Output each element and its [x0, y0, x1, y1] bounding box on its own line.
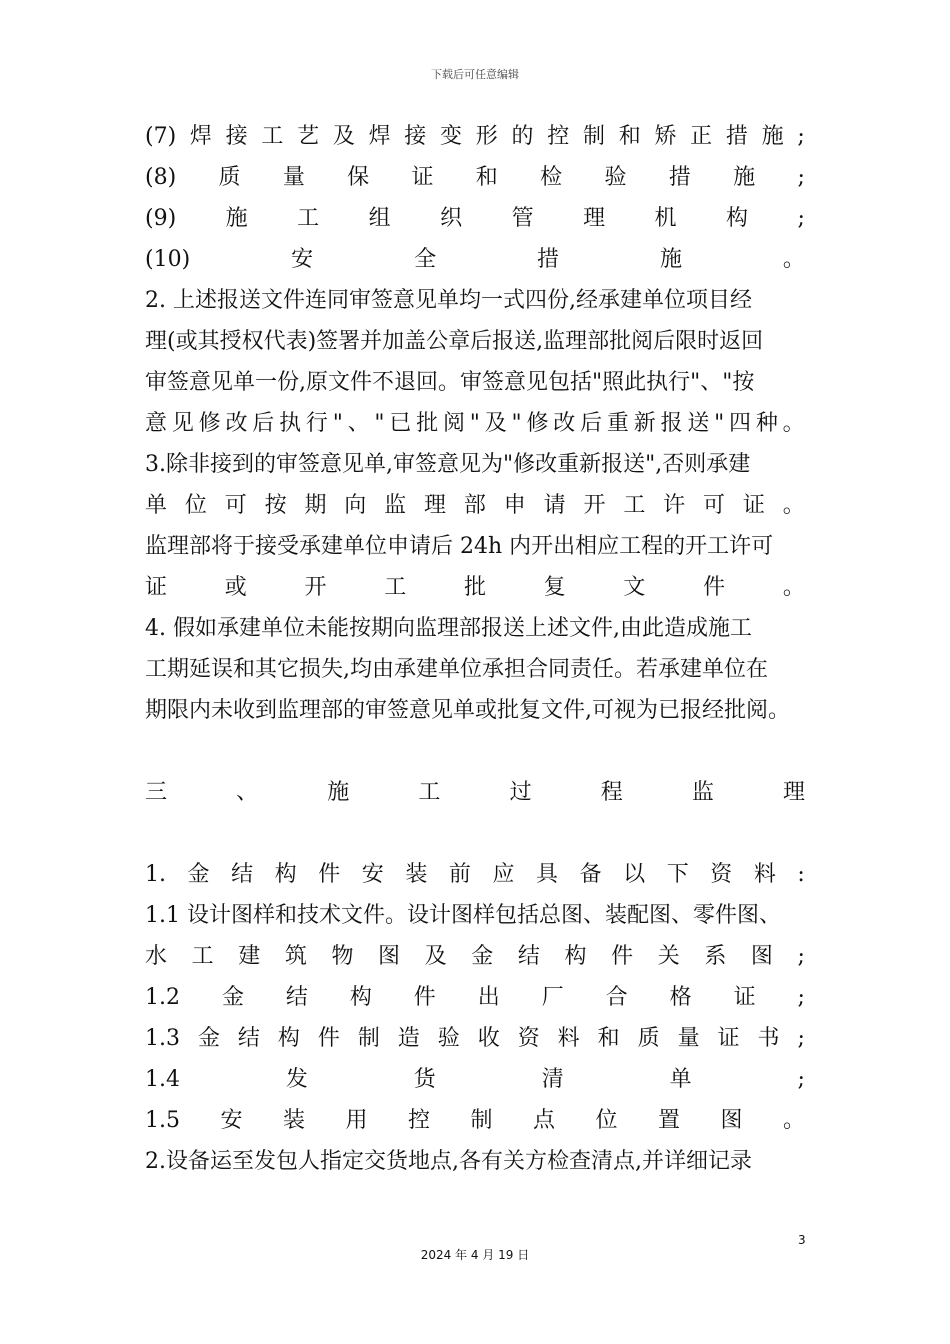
line-segment: 工 — [191, 944, 214, 969]
blank-line — [145, 731, 805, 772]
line-segment: 期 — [304, 493, 327, 518]
line-segment: 施 — [659, 247, 682, 272]
line-segment: 位 — [595, 1108, 618, 1133]
line-segment: 和 — [618, 124, 641, 149]
line-segment: ; — [797, 124, 805, 149]
line-segment: 、 — [236, 780, 259, 805]
line-segment: 改 — [225, 411, 248, 436]
line-segment: 措 — [668, 165, 691, 190]
line-segment: 施 — [225, 206, 248, 231]
line-segment: 工 — [384, 575, 407, 600]
line-segment: 文 — [623, 575, 646, 600]
line-segment: 机 — [654, 206, 677, 231]
line-segment: 种 — [755, 411, 778, 436]
line-segment: 构 — [726, 206, 749, 231]
line-segment: 正 — [690, 124, 713, 149]
line-segment: 艺 — [297, 124, 320, 149]
line-segment: 厂 — [541, 985, 564, 1010]
line-segment: 置 — [657, 1108, 680, 1133]
line-segment: 申 — [503, 493, 526, 518]
line-segment: 位 — [184, 493, 207, 518]
document-body — [145, 116, 805, 1182]
line-segment: (9) — [145, 206, 177, 231]
line-segment: 1.5 — [145, 1108, 180, 1133]
line-segment: 矫 — [654, 124, 677, 149]
line-segment: " — [511, 411, 522, 436]
line-segment: 。 — [782, 247, 805, 272]
line-segment: 改 — [553, 411, 576, 436]
line-segment: 系 — [704, 944, 727, 969]
page-footer-date: 2024 年 4 月 19 日 — [420, 1248, 530, 1262]
line-segment: 后 — [580, 411, 603, 436]
line-segment: ; — [797, 944, 805, 969]
line-segment: 理 — [782, 780, 805, 805]
text-line: 3.除非接到的审签意见单,审签意见为"修改重新报送",否则承建 — [145, 452, 751, 477]
line-segment: 措 — [725, 124, 748, 149]
line-segment: 措 — [537, 247, 560, 272]
line-segment: 图 — [750, 944, 773, 969]
line-segment: 证 — [145, 575, 168, 600]
line-segment: 构 — [277, 1026, 300, 1051]
line-segment: " — [714, 411, 725, 436]
line-segment: 。 — [782, 411, 805, 436]
text-line: 2. 上述报送文件连同审签意见单均一式四份,经承建单位项目经 — [145, 288, 752, 313]
text-line: 审签意见单一份,原文件不退回。审签意见包括"照此执行"、"按 — [145, 370, 755, 395]
line-segment: 四 — [729, 411, 752, 436]
line-segment: 资 — [710, 862, 733, 887]
line-segment: 结 — [231, 862, 254, 887]
text-line — [145, 403, 805, 444]
line-segment: 新 — [633, 411, 656, 436]
line-segment: 修 — [526, 411, 549, 436]
line-segment: 下 — [666, 862, 689, 887]
line-segment: 筑 — [284, 944, 307, 969]
text-line: 期限内未收到监理部的审签意见单或批复文件,可视为已报经批阅。 — [145, 698, 790, 723]
line-segment: 装 — [405, 862, 428, 887]
line-segment: 复 — [543, 575, 566, 600]
line-segment: 接 — [404, 124, 427, 149]
line-segment: 的 — [511, 124, 534, 149]
page-header: 下载后可任意编辑 — [431, 68, 519, 81]
line-segment: 合 — [605, 985, 628, 1010]
line-segment: 后 — [252, 411, 275, 436]
line-segment: 。 — [782, 575, 805, 600]
line-segment: 开 — [583, 493, 606, 518]
line-segment: ; — [797, 985, 805, 1010]
line-segment: 出 — [477, 985, 500, 1010]
line-segment: 报 — [660, 411, 683, 436]
line-segment: 管 — [511, 206, 534, 231]
text-line — [145, 485, 805, 526]
line-segment: 关 — [657, 944, 680, 969]
line-segment: " — [374, 411, 385, 436]
line-segment: 结 — [517, 944, 540, 969]
text-line — [145, 772, 805, 813]
line-segment: 制 — [582, 124, 605, 149]
line-segment: 工 — [418, 780, 441, 805]
line-segment: 执 — [279, 411, 302, 436]
line-segment: 行 — [305, 411, 328, 436]
line-segment: 证 — [733, 985, 756, 1010]
line-segment: 图 — [720, 1108, 743, 1133]
line-segment: 量 — [282, 165, 305, 190]
line-segment: 1.3 — [145, 1026, 180, 1051]
line-segment: 质 — [637, 1026, 660, 1051]
line-segment: 向 — [344, 493, 367, 518]
line-segment: 或 — [224, 575, 247, 600]
line-segment: 结 — [285, 985, 308, 1010]
line-segment: 构 — [349, 985, 372, 1010]
line-segment: 控 — [407, 1108, 430, 1133]
text-line — [145, 567, 805, 608]
line-segment: 金 — [197, 1026, 220, 1051]
text-line — [145, 239, 805, 280]
text-line — [145, 116, 805, 157]
line-segment: 具 — [536, 862, 559, 887]
line-segment: " — [469, 411, 480, 436]
text-line — [145, 854, 805, 895]
page-number: 3 — [798, 1233, 806, 1247]
line-segment: 过 — [509, 780, 532, 805]
line-segment: 书 — [757, 1026, 780, 1051]
line-segment: 件 — [413, 985, 436, 1010]
line-segment: 批 — [463, 575, 486, 600]
line-segment: 制 — [357, 1026, 380, 1051]
line-segment: 和 — [475, 165, 498, 190]
line-segment: 件 — [317, 1026, 340, 1051]
line-segment: 形 — [475, 124, 498, 149]
line-segment: 焊 — [368, 124, 391, 149]
line-segment: 1. — [145, 862, 166, 887]
line-segment: 金 — [187, 862, 210, 887]
line-segment: 图 — [378, 944, 401, 969]
line-segment: 许 — [663, 493, 686, 518]
line-segment: 监 — [384, 493, 407, 518]
line-segment: 组 — [368, 206, 391, 231]
line-segment: : — [797, 862, 805, 887]
line-segment: (8) — [145, 165, 177, 190]
line-segment: 及 — [424, 944, 447, 969]
line-segment: 量 — [677, 1026, 700, 1051]
line-segment: 控 — [547, 124, 570, 149]
line-segment: 备 — [579, 862, 602, 887]
line-segment: 装 — [282, 1108, 305, 1133]
text-line — [145, 198, 805, 239]
text-line — [145, 1059, 805, 1100]
text-line — [145, 1018, 805, 1059]
text-line: 工期延误和其它损失,均由承建单位承担合同责任。若承建单位在 — [145, 657, 768, 682]
line-segment: 证 — [411, 165, 434, 190]
line-segment: 工 — [623, 493, 646, 518]
line-segment: 金 — [471, 944, 494, 969]
line-segment: 可 — [224, 493, 247, 518]
line-segment: 全 — [414, 247, 437, 272]
line-segment: 构 — [274, 862, 297, 887]
line-segment: 格 — [669, 985, 692, 1010]
line-segment: (10) — [145, 247, 191, 272]
line-segment: 程 — [600, 780, 623, 805]
line-segment: 保 — [347, 165, 370, 190]
line-segment: 造 — [397, 1026, 420, 1051]
line-segment: 。 — [782, 493, 805, 518]
line-segment: 施 — [327, 780, 350, 805]
line-segment: ; — [797, 165, 805, 190]
line-segment: 构 — [564, 944, 587, 969]
line-segment: 资 — [517, 1026, 540, 1051]
text-line: 监理部将于接受承建单位申请后 24h 内开出相应工程的开工许可 — [145, 534, 774, 559]
line-segment: 收 — [477, 1026, 500, 1051]
line-segment: ; — [797, 1067, 805, 1092]
line-segment: 焊 — [189, 124, 212, 149]
line-segment: 。 — [782, 1108, 805, 1133]
line-segment: 结 — [237, 1026, 260, 1051]
text-line: 1.1 设计图样和技术文件。设计图样包括总图、装配图、零件图、 — [145, 903, 781, 928]
line-segment: 清 — [541, 1067, 564, 1092]
line-segment: 意 — [145, 411, 168, 436]
text-line — [145, 1100, 805, 1141]
line-segment: 单 — [145, 493, 168, 518]
line-segment: 和 — [597, 1026, 620, 1051]
text-line: 2.设备运至发包人指定交货地点,各有关方检查清点,并详细记录 — [145, 1149, 752, 1174]
text-line — [145, 977, 805, 1018]
line-segment: 阅 — [442, 411, 465, 436]
text-line: 理(或其授权代表)签署并加盖公章后报送,监理部批阅后限时返回 — [145, 329, 764, 354]
line-segment: 应 — [492, 862, 515, 887]
line-segment: 开 — [304, 575, 327, 600]
line-segment: 制 — [470, 1108, 493, 1133]
line-segment: 货 — [413, 1067, 436, 1092]
line-segment: 证 — [717, 1026, 740, 1051]
line-segment: 施 — [733, 165, 756, 190]
line-segment: 料 — [753, 862, 776, 887]
line-segment: 三 — [145, 780, 168, 805]
line-segment: 件 — [318, 862, 341, 887]
line-segment: 1.2 — [145, 985, 180, 1010]
line-segment: 件 — [611, 944, 634, 969]
line-segment: 可 — [703, 493, 726, 518]
line-segment: 检 — [540, 165, 563, 190]
line-segment: 送 — [687, 411, 710, 436]
line-segment: 物 — [331, 944, 354, 969]
line-segment: 以 — [623, 862, 646, 887]
line-segment: 水 — [145, 944, 168, 969]
line-segment: 变 — [440, 124, 463, 149]
line-segment: 已 — [389, 411, 412, 436]
line-segment: 接 — [225, 124, 248, 149]
line-segment: 安 — [361, 862, 384, 887]
line-segment: 金 — [221, 985, 244, 1010]
line-segment: 理 — [583, 206, 606, 231]
line-segment: 单 — [669, 1067, 692, 1092]
line-segment: 部 — [463, 493, 486, 518]
line-segment: 工 — [261, 124, 284, 149]
line-segment: 验 — [437, 1026, 460, 1051]
line-segment: 质 — [218, 165, 241, 190]
line-segment: 及 — [332, 124, 355, 149]
line-segment: 1.4 — [145, 1067, 180, 1092]
line-segment: 施 — [761, 124, 784, 149]
line-segment: 发 — [285, 1067, 308, 1092]
line-segment: 料 — [557, 1026, 580, 1051]
line-segment: 及 — [484, 411, 507, 436]
line-segment: " — [332, 411, 343, 436]
line-segment: 织 — [440, 206, 463, 231]
line-segment: 重 — [606, 411, 629, 436]
line-segment: 前 — [448, 862, 471, 887]
line-segment: 建 — [238, 944, 261, 969]
text-line — [145, 157, 805, 198]
text-line — [145, 936, 805, 977]
line-segment: 安 — [291, 247, 314, 272]
line-segment: 批 — [416, 411, 439, 436]
line-segment: 工 — [297, 206, 320, 231]
line-segment: 用 — [345, 1108, 368, 1133]
line-segment: 修 — [198, 411, 221, 436]
line-segment: 按 — [264, 493, 287, 518]
line-segment: ; — [797, 206, 805, 231]
line-segment: 、 — [347, 411, 370, 436]
line-segment: 请 — [543, 493, 566, 518]
line-segment: 理 — [424, 493, 447, 518]
line-segment: 证 — [742, 493, 765, 518]
line-segment: 点 — [532, 1108, 555, 1133]
line-segment: 验 — [604, 165, 627, 190]
blank-line — [145, 813, 805, 854]
line-segment: 监 — [691, 780, 714, 805]
line-segment: ; — [797, 1026, 805, 1051]
line-segment: 件 — [703, 575, 726, 600]
line-segment: 安 — [220, 1108, 243, 1133]
line-segment: 见 — [171, 411, 194, 436]
line-segment: (7) — [145, 124, 177, 149]
text-line: 4. 假如承建单位未能按期向监理部报送上述文件,由此造成施工 — [145, 616, 752, 641]
